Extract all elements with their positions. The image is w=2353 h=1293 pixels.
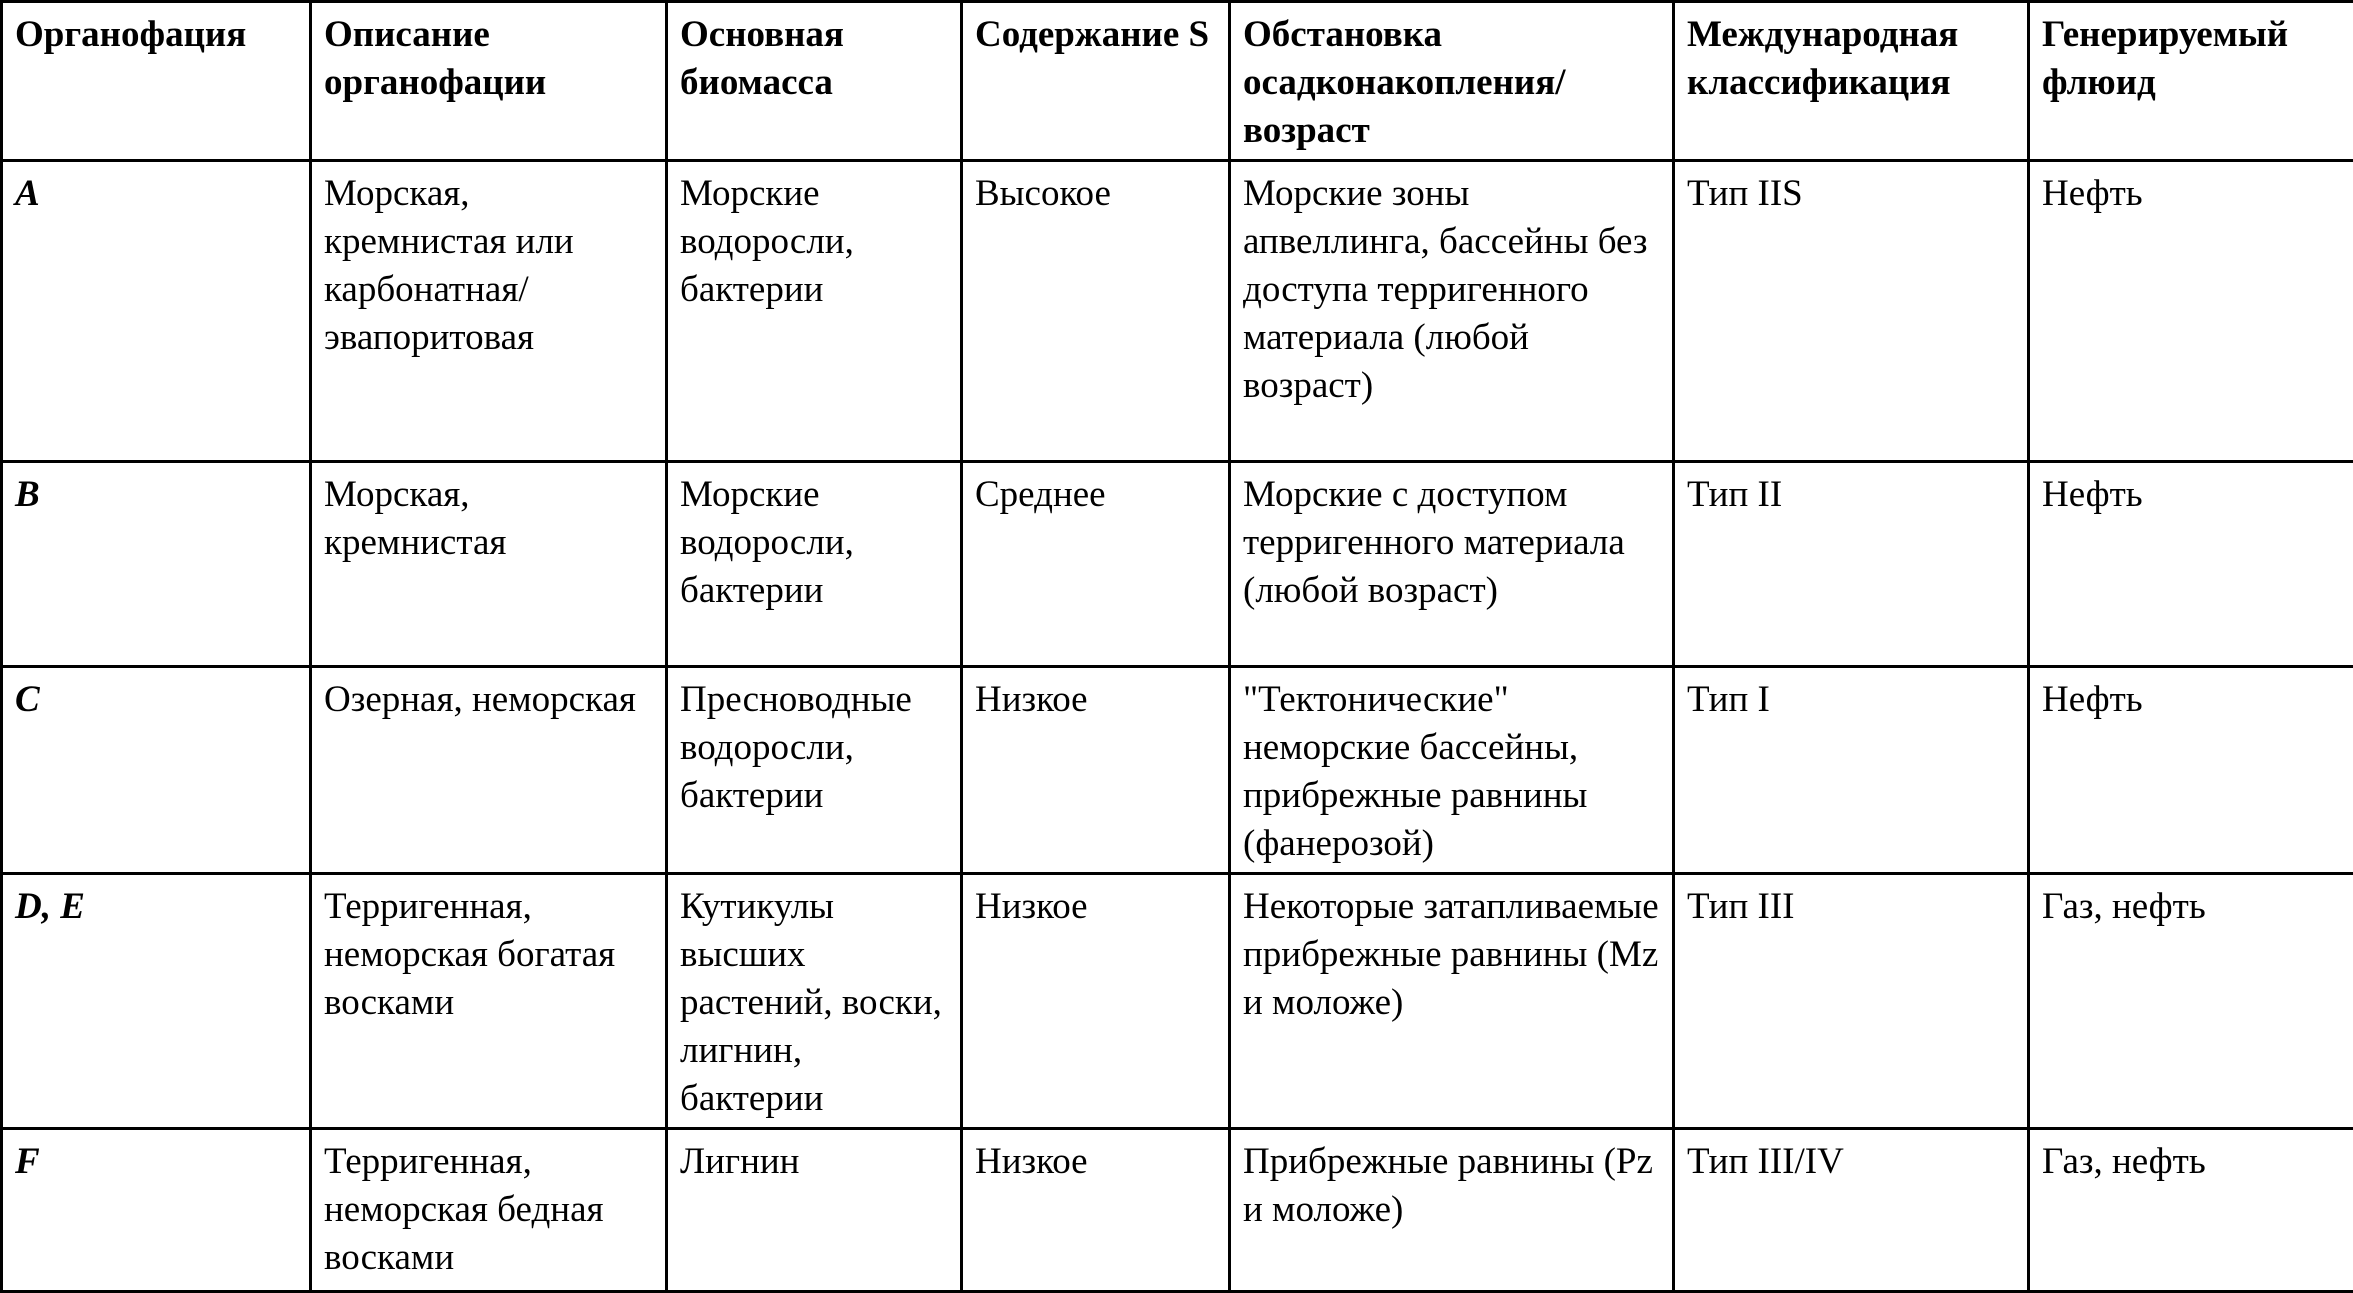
sulfur-cell: Низкое <box>962 1129 1230 1292</box>
organofacies-cell: C <box>2 667 311 874</box>
fluid-cell: Нефть <box>2029 462 2353 667</box>
header-cell-sulfur: Содержание S <box>962 2 1230 161</box>
sulfur-cell: Низкое <box>962 874 1230 1129</box>
environment-cell: Некоторые затапливаемые прибрежные равнины (Mz и моложе) <box>1230 874 1674 1129</box>
fluid-cell: Газ, нефть <box>2029 1129 2353 1292</box>
organofacies-cell: B <box>2 462 311 667</box>
description-cell: Морская, кремнистая или карбонатная/ эвапоритовая <box>311 161 667 462</box>
environment-cell: "Тектонические" неморские бассейны, прибрежные равнины (фанерозой) <box>1230 667 1674 874</box>
organofacies-cell: D, E <box>2 874 311 1129</box>
sulfur-cell: Высокое <box>962 161 1230 462</box>
table-header-row <box>2 2 2353 161</box>
description-cell: Морская, кремнистая <box>311 462 667 667</box>
description-cell: Озерная, неморская <box>311 667 667 874</box>
organofacies-cell: A <box>2 161 311 462</box>
description-cell: Терригенная, неморская бедная восками <box>311 1129 667 1292</box>
classification-cell: Тип IIS <box>1674 161 2029 462</box>
environment-cell: Морские зоны апвеллинга, бассейны без доступа терригенного материала (любой возраст) <box>1230 161 1674 462</box>
table-row <box>2 1129 2353 1292</box>
header-cell-fluid: Генерируемый флюид <box>2029 2 2353 161</box>
fluid-cell: Нефть <box>2029 161 2353 462</box>
table-row <box>2 667 2353 874</box>
environment-cell: Прибрежные равнины (Pz и моложе) <box>1230 1129 1674 1292</box>
table-row <box>2 874 2353 1129</box>
environment-cell: Морские с доступом терригенного материала (любой возраст) <box>1230 462 1674 667</box>
table-row <box>2 462 2353 667</box>
biomass-cell: Лигнин <box>667 1129 962 1292</box>
sulfur-cell: Среднее <box>962 462 1230 667</box>
organofacies-cell: F <box>2 1129 311 1292</box>
classification-cell: Тип III <box>1674 874 2029 1129</box>
table-row <box>2 161 2353 462</box>
biomass-cell: Морские водоросли, бактерии <box>667 462 962 667</box>
header-cell-environment: Обстановка осадконакопления/ возраст <box>1230 2 1674 161</box>
header-cell-description: Описание органофации <box>311 2 667 161</box>
biomass-cell: Морские водоросли, бактерии <box>667 161 962 462</box>
classification-cell: Тип II <box>1674 462 2029 667</box>
biomass-cell: Кутикулы высших растений, воски, лигнин, бактерии <box>667 874 962 1129</box>
header-cell-classification: Международная классификация <box>1674 2 2029 161</box>
header-cell-organofacies: Органофация <box>2 2 311 161</box>
fluid-cell: Газ, нефть <box>2029 874 2353 1129</box>
description-cell: Терригенная, неморская богатая восками <box>311 874 667 1129</box>
classification-cell: Тип I <box>1674 667 2029 874</box>
biomass-cell: Пресноводные водоросли, бактерии <box>667 667 962 874</box>
classification-cell: Тип III/IV <box>1674 1129 2029 1292</box>
sulfur-cell: Низкое <box>962 667 1230 874</box>
fluid-cell: Нефть <box>2029 667 2353 874</box>
header-cell-biomass: Основная биомасса <box>667 2 962 161</box>
